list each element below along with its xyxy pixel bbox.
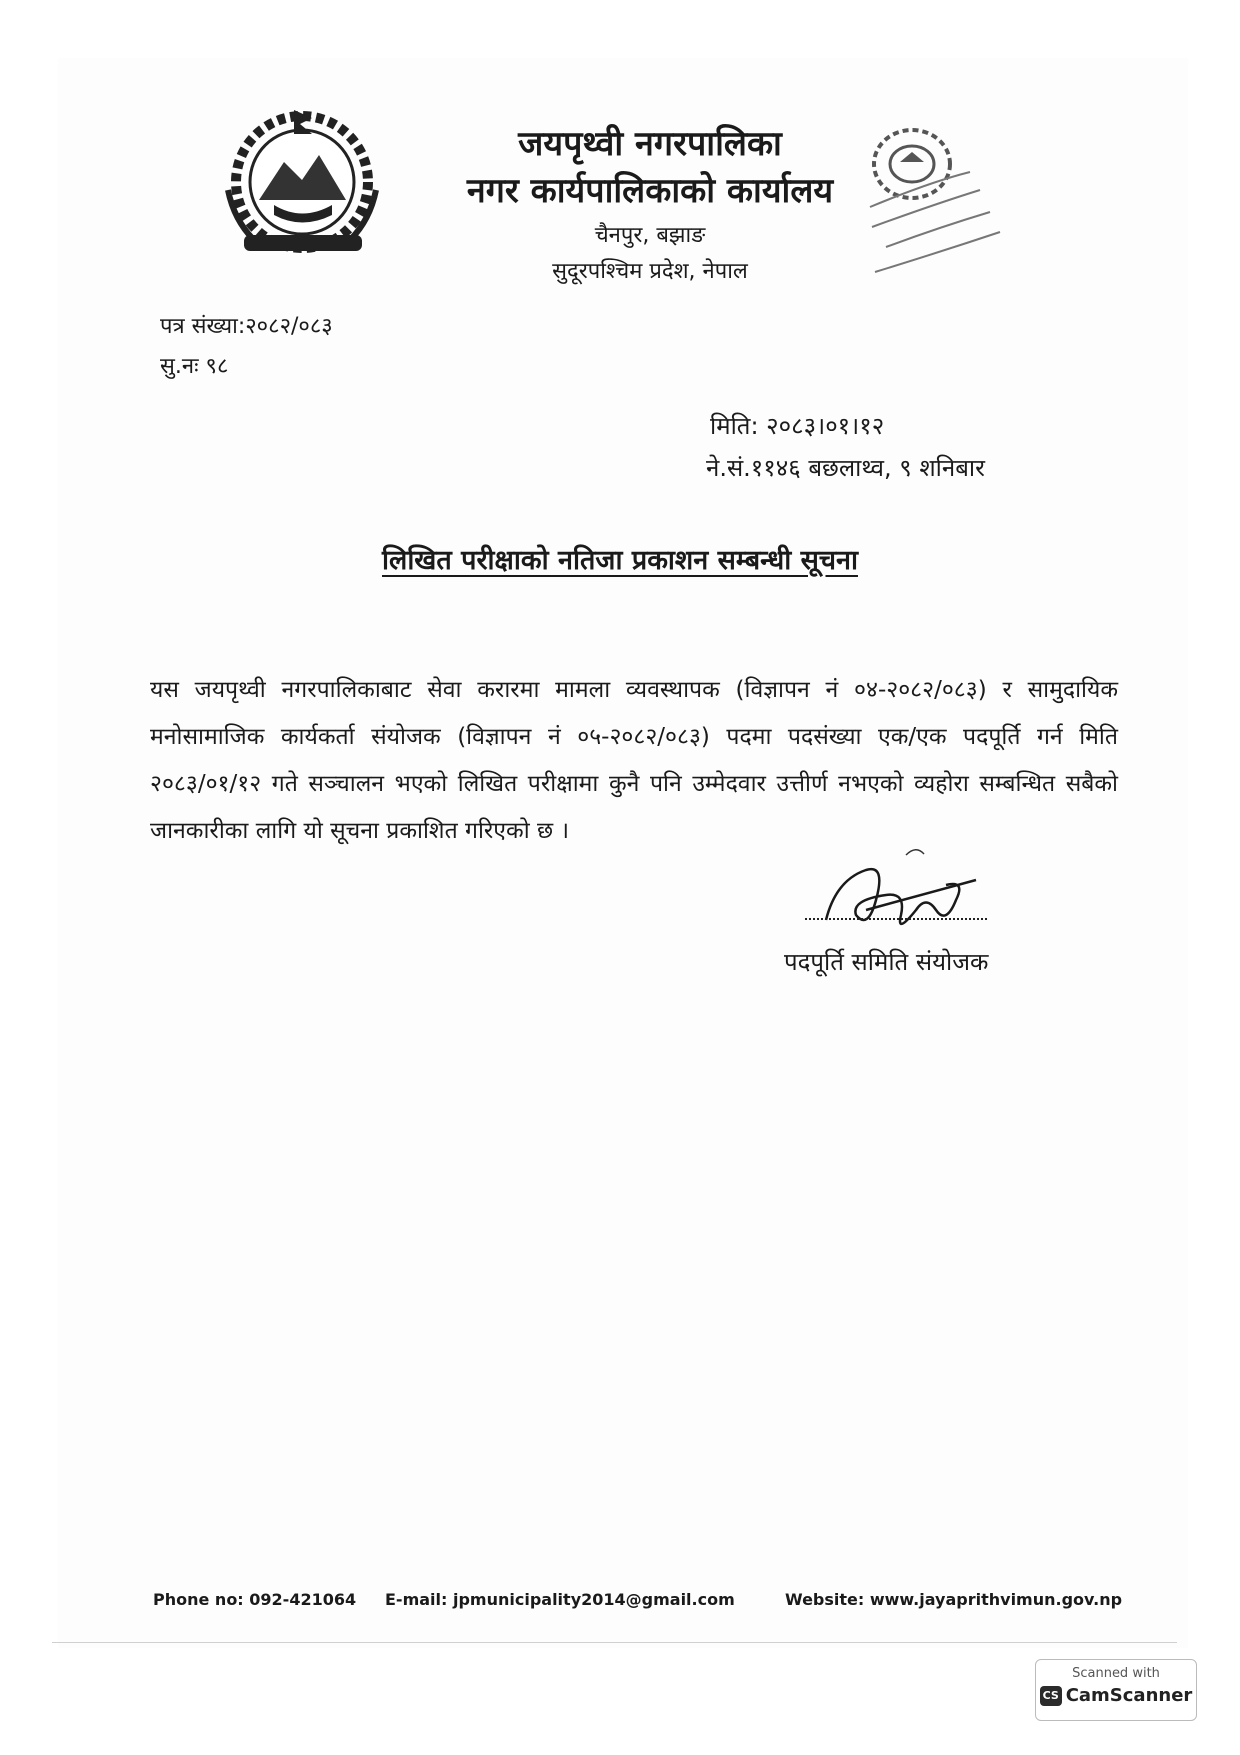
- date-block: [706, 405, 985, 489]
- letterhead: [400, 122, 900, 290]
- camscanner-name: CamScanner: [1065, 1685, 1193, 1706]
- notice-subject: [0, 540, 1240, 577]
- camscanner-logo-icon: CS: [1040, 1686, 1062, 1706]
- camscanner-badge: [1035, 1659, 1197, 1721]
- footer-website: Website: www.jayaprithvimun.gov.np: [785, 1590, 1123, 1609]
- nepal-sambat-date: ने.सं.११४६ बछलाथ्व, ९ शनिबार: [706, 454, 985, 482]
- office-stamp: [850, 112, 1010, 302]
- signature: [806, 840, 996, 950]
- signature-line: [805, 918, 987, 922]
- organization-name: जयपृथ्वी नगरपालिका: [518, 124, 782, 164]
- dispatch-number: सु.नः ९८: [160, 354, 229, 379]
- footer-phone: Phone no: 092-421064: [153, 1590, 357, 1609]
- footer-divider: [52, 1642, 1177, 1643]
- notice-body: यस जयपृथ्वी नगरपालिकाबाट सेवा करारमा मामला व्यवस्थापक (विज्ञापन नं ०४-२०८२/०८३) र सामुदायिक मनोसामाजिक कार्यकर्ता संयोजक (विज्ञापन नं ०५-२०८२/०८३) पदमा पदसंख्या एक/एक पदपूर्ति गर्न मिति २०८३/०१/१२ गते सञ्चालन भएको लिखित परीक्षामा कुनै पनि उम्मेदवार उत्तीर्ण नभएको व्यहोरा सम्बन्धित सबैको जानकारीका लागि यो सूचना प्रकाशित गरिएको छ ।: [150, 677, 1118, 844]
- letter-number: पत्र संख्या:२०८२/०८३: [160, 314, 333, 339]
- address-line-1: चैनपुर, बझाङ: [594, 223, 706, 248]
- subject-text: लिखित परीक्षाको नतिजा प्रकाशन सम्बन्धी सूचना: [382, 545, 858, 576]
- office-name: नगर कार्यपालिकाको कार्यालय: [466, 171, 834, 211]
- bs-date: मिति: २०८३।०१।१२: [710, 412, 885, 440]
- footer-email: E-mail: jpmunicipality2014@gmail.com: [385, 1590, 735, 1609]
- signatory-title: पदपूर्ति समिति संयोजक: [784, 948, 989, 976]
- government-emblem: [214, 100, 394, 260]
- address-line-2: सुदूरपश्चिम प्रदेश, नेपाल: [552, 259, 748, 284]
- scanned-with-text: Scanned with: [1072, 1666, 1160, 1681]
